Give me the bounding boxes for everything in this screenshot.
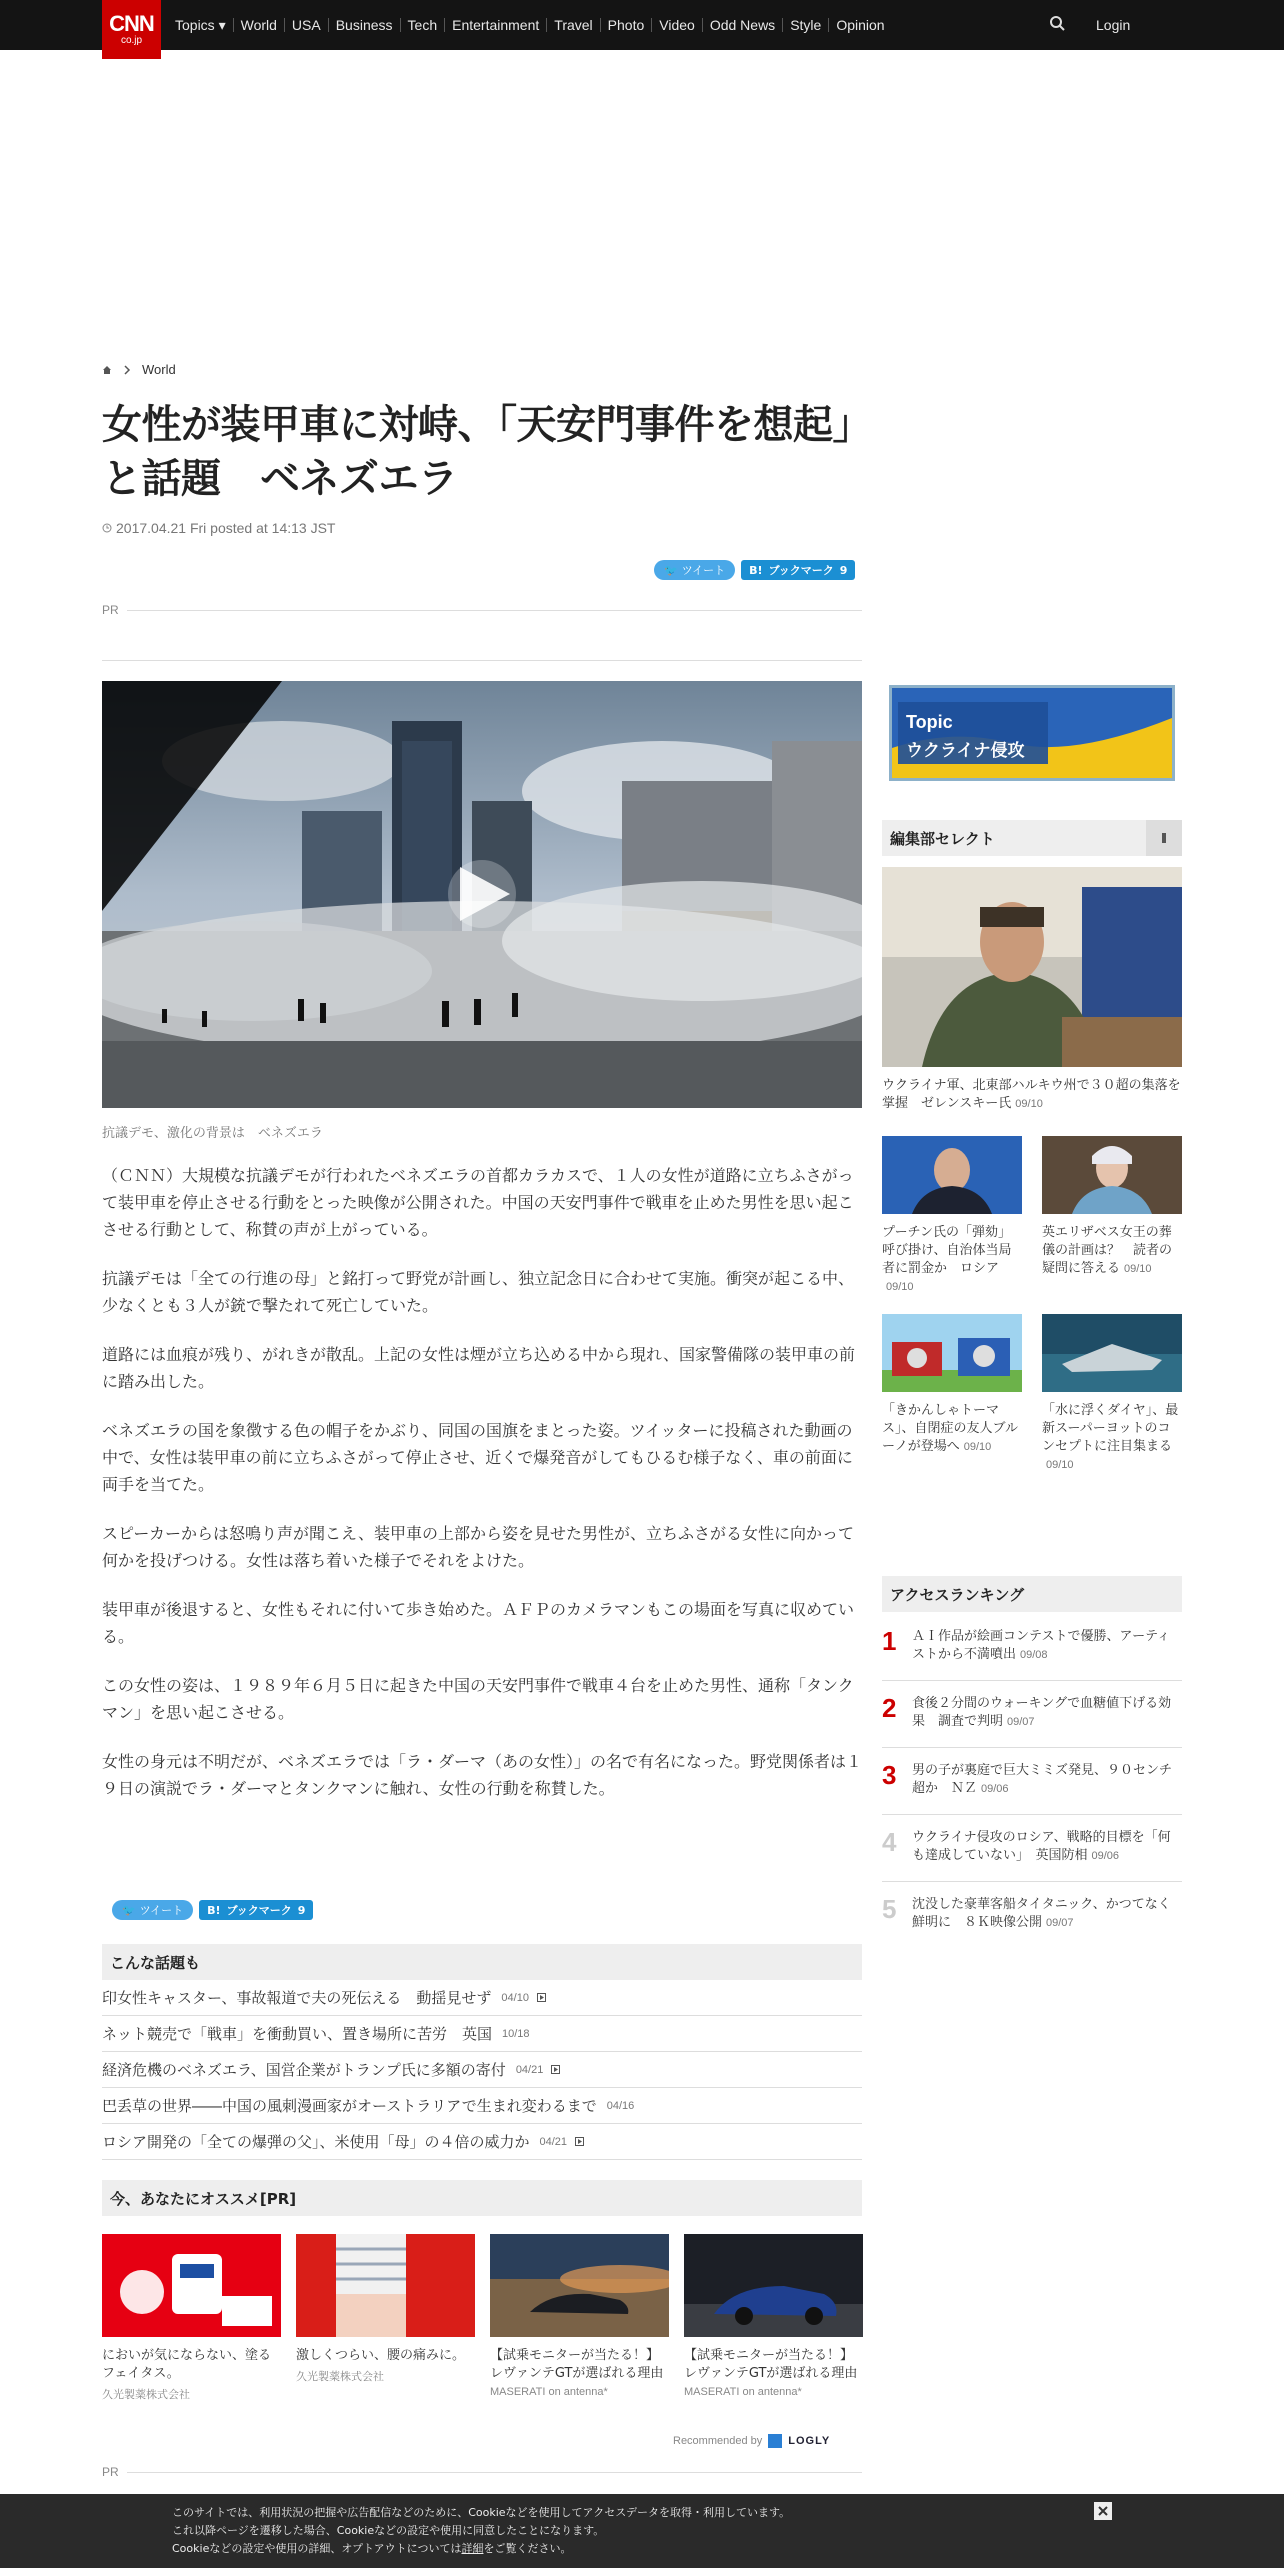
pick-image-thomas — [882, 1314, 1022, 1392]
recommend-item[interactable] — [102, 2234, 281, 2402]
cookie-close-button[interactable] — [1094, 2502, 1112, 2520]
related-item[interactable] — [102, 2124, 862, 2160]
chevron-right-icon — [122, 365, 132, 375]
recommend-item[interactable] — [296, 2234, 475, 2402]
ranking-heading: アクセスランキング — [882, 1576, 1182, 1612]
paragraph: 装甲車が後退すると、女性もそれに付いて歩き始めた。ＡＦＰのカメラマンもこの場面を写真に収めている。 — [102, 1600, 855, 1646]
share-buttons-bottom — [112, 1900, 313, 1920]
video-icon — [551, 2065, 560, 2074]
paragraph: 抗議デモは「全ての行進の母」と銘打って野党が計画し、独立記念日に合わせて実施。衝突が起こる中、少なくとも３人が銃で撃たれて死亡していた。 — [102, 1269, 855, 1315]
pick-title: 「水に浮くダイヤ」、最新スーパーヨットのコンセプトに注目集まる — [1042, 1403, 1179, 1454]
nav-business[interactable]: Business — [328, 18, 400, 32]
recommend-source: 久光製薬株式会社 — [102, 2389, 190, 2401]
pick-date: 09/10 — [963, 1441, 992, 1453]
rank-title: ウクライナ侵攻のロシア、戦略的目標を「何も達成していない」 英国防相 — [912, 1830, 1171, 1863]
hatena-bookmark-button[interactable] — [199, 1900, 313, 1920]
related-list — [102, 1980, 862, 2160]
related-date: 10/18 — [502, 2027, 530, 2040]
ad-thumbnail-maserati-1 — [490, 2234, 669, 2337]
rank-title: 男の子が裏庭で巨大ミミズ発見、９０センチ超か ＮＺ — [912, 1763, 1173, 1796]
paragraph: ベネズエラの国を象徴する色の帽子をかぶり、同国の国旗をまとった姿。ツイッターに投稿された動画の中で、女性は装甲車の前に立ちふさがって停止させ、近くで爆発音がしてもひるむ様子なく、車の前面に両手を当てた。 — [102, 1421, 853, 1494]
hatena-icon: B! — [749, 563, 763, 577]
rank-number: 5 — [882, 1894, 897, 1924]
home-icon[interactable] — [102, 365, 112, 375]
nav-usa[interactable]: USA — [284, 18, 328, 32]
pick-image-zelensky — [882, 867, 1182, 1067]
rank-date: 09/07 — [1046, 1917, 1074, 1929]
rank-title: ＡＩ作品が絵画コンテストで優勝、アーティストから不満噴出 — [912, 1629, 1171, 1662]
editor-pick-item[interactable] — [882, 1136, 1022, 1296]
pick-image-queen — [1042, 1136, 1182, 1214]
login-link[interactable]: Login — [1096, 17, 1131, 33]
image-caption: 抗議デモ、激化の背景は ベネズエラ — [102, 1126, 323, 1141]
ranking-item[interactable] — [882, 1681, 1182, 1748]
close-icon — [1097, 2505, 1109, 2517]
rank-number: 1 — [882, 1626, 897, 1656]
related-title: ネット競売で「戦車」を衝動買い、置き場所に苦労 英国 — [102, 2025, 493, 2043]
tweet-button[interactable] — [112, 1900, 193, 1920]
recommend-source: MASERATI on antenna* — [490, 2386, 608, 2398]
ranking-item[interactable] — [882, 1614, 1182, 1681]
logo-sub: co.jp — [120, 35, 143, 46]
pick-date: 09/10 — [1046, 1459, 1074, 1471]
logly-logo: LOGLY — [788, 2435, 831, 2447]
rank-date: 09/06 — [1091, 1850, 1120, 1862]
nav-odd-news[interactable]: Odd News — [702, 18, 782, 32]
nav-topics[interactable] — [168, 18, 233, 32]
hatena-icon: B! — [207, 1903, 221, 1917]
ranking-item[interactable] — [882, 1882, 1182, 1949]
related-title: 経済危機のベネズエラ、国営企業がトランプ氏に多額の寄付 — [102, 2061, 506, 2079]
article-title: 女性が装甲車に対峙、「天安門事件を想起」と話題 ベネズエラ — [102, 402, 872, 502]
editor-picks-title: 編集部セレクト — [890, 829, 995, 848]
main-nav — [168, 0, 892, 50]
related-item[interactable] — [102, 2088, 862, 2124]
editor-pick-item[interactable] — [1042, 1314, 1182, 1474]
related-title: 巴丢草の世界――中国の風刺漫画家がオーストラリアで生まれ変わるまで — [102, 2097, 597, 2115]
paragraph: 女性の身元は不明だが、ベネズエラでは「ラ・ダーマ（あの女性）」の名で有名になった。野党関係者は１９日の演説でラ・ダーマとタンクマンに触れ、女性の行動を称賛した。 — [102, 1752, 863, 1798]
paragraph: スピーカーからは怒鳴り声が聞こえ、装甲車の上部から姿を見せた男性が、立ちふさがる女性に向かって何かを投げつける。女性は落ち着いた様子でそれをよけた。 — [102, 1524, 855, 1570]
related-date: 04/21 — [539, 2135, 568, 2148]
search-icon[interactable] — [1048, 14, 1068, 34]
recommended-by[interactable] — [673, 2434, 830, 2448]
breadcrumb — [102, 362, 176, 377]
nav-opinion[interactable]: Opinion — [828, 18, 891, 32]
rank-date: 09/06 — [981, 1783, 1009, 1795]
logly-icon — [768, 2434, 782, 2448]
nav-tech[interactable]: Tech — [400, 18, 445, 32]
twitter-icon: 🐦 — [664, 563, 678, 577]
nav-world[interactable]: World — [233, 18, 284, 32]
recommend-source: 久光製薬株式会社 — [296, 2371, 384, 2383]
hatena-label: ブックマーク — [768, 564, 834, 577]
hatena-bookmark-button[interactable] — [741, 560, 855, 580]
pr-label: PR — [102, 603, 119, 617]
rank-title: 食後２分間のウォーキングで血糖値下げる効果 調査で判明 — [912, 1696, 1172, 1729]
recommend-item[interactable] — [684, 2234, 863, 2402]
picks-toggle[interactable] — [1146, 820, 1182, 856]
pr-divider-top — [102, 603, 862, 617]
nav-travel[interactable]: Travel — [546, 18, 599, 32]
pick-date: 09/10 — [886, 1281, 914, 1293]
recommend-title: 【試乗モニターが当たる！】レヴァンテGTが選ばれる理由 — [490, 2348, 664, 2381]
pick-date: 09/10 — [1015, 1098, 1043, 1110]
article-date-text: 2017.04.21 Fri posted at 14:13 JST — [116, 520, 336, 536]
top-nav-bar — [0, 0, 1284, 50]
article-date — [102, 520, 335, 536]
related-date: 04/21 — [515, 2063, 544, 2076]
topic-title: ウクライナ侵攻 — [906, 741, 1025, 761]
topic-banner-image — [892, 688, 1172, 778]
video-thumbnail[interactable] — [102, 681, 862, 1108]
recommend-item[interactable] — [490, 2234, 669, 2402]
rank-date: 09/08 — [1020, 1649, 1048, 1661]
pick-image-putin — [882, 1136, 1022, 1214]
recommend-grid — [102, 2234, 862, 2402]
hatena-count: 9 — [839, 563, 848, 577]
cookie-line-3-post: をご覧ください。 — [483, 2542, 572, 2555]
rank-number: 3 — [882, 1760, 897, 1790]
clock-icon — [102, 523, 112, 533]
cookie-details-link[interactable]: 詳細 — [461, 2542, 484, 2555]
cookie-banner — [0, 2494, 1284, 2568]
rank-title: 沈没した豪華客船タイタニック、かつてなく鮮明に ８Ｋ映像公開 — [912, 1897, 1171, 1930]
cookie-line-1: このサイトでは、利用状況の把握や広告配信などのために、Cookieなどを使用してアクセスデータを取得・利用しています。 — [172, 2506, 791, 2519]
pick-title: プーチン氏の「弾劾」呼び掛け、自治体当局者に罰金か ロシア — [882, 1225, 1012, 1276]
pick-title: 英エリザベス女王の葬儀の計画は？ 読者の疑問に答える — [1042, 1225, 1173, 1276]
rank-date: 09/07 — [1007, 1716, 1035, 1728]
cnn-logo[interactable] — [102, 0, 161, 59]
editor-pick-item[interactable] — [882, 1314, 1022, 1456]
related-title: 印女性キャスター、事故報道で夫の死伝える 動揺見せず — [102, 1989, 492, 2007]
recommended-by-label: Recommended by — [673, 2435, 763, 2447]
nav-entertainment[interactable]: Entertainment — [444, 18, 546, 32]
editor-pick-item[interactable] — [1042, 1136, 1182, 1278]
share-buttons-top — [654, 560, 855, 580]
video-icon — [537, 1993, 546, 2002]
tweet-label: ツイート — [681, 564, 726, 577]
article-body — [102, 1162, 862, 1824]
video-icon — [575, 2137, 584, 2146]
editor-picks-heading — [882, 820, 1182, 856]
related-date: 04/16 — [606, 2099, 635, 2112]
related-title: ロシア開発の「全ての爆弾の父」、米使用「母」の４倍の威力か — [102, 2133, 530, 2151]
pick-date: 09/10 — [1124, 1263, 1152, 1275]
related-item[interactable] — [102, 1980, 862, 2016]
cookie-text — [172, 2504, 790, 2558]
rank-number: 2 — [882, 1693, 897, 1723]
editor-pick-item[interactable] — [882, 867, 1182, 1113]
nav-photo[interactable]: Photo — [600, 18, 652, 32]
related-date: 04/10 — [501, 1991, 529, 2004]
paragraph: （ＣＮＮ）大規模な抗議デモが行われたベネズエラの首都カラカスで、１人の女性が道路に立ちふさがって装甲車を停止させる行動をとった映像が公開された。中国の天安門事件で戦車を止めた男性を思い起こさせる行動として、称賛の声が上がっている。 — [102, 1166, 854, 1239]
ad-thumbnail-maserati-2 — [684, 2234, 863, 2337]
pr-divider-bottom — [102, 2465, 862, 2479]
divider — [102, 660, 862, 661]
twitter-icon: 🐦 — [122, 1903, 136, 1917]
ad-thumbnail-back-pain — [296, 2234, 475, 2337]
recommend-title: 【試乗モニターが当たる！】レヴァンテGTが選ばれる理由 — [684, 2348, 858, 2381]
rank-number: 4 — [882, 1827, 897, 1857]
nav-style[interactable]: Style — [782, 18, 828, 32]
nav-video[interactable]: Video — [651, 18, 702, 32]
tweet-label: ツイート — [139, 1904, 184, 1917]
protest-photo — [102, 681, 862, 1108]
paragraph: 道路には血痕が残り、がれきが散乱。上記の女性は煙が立ち込める中から現れ、国家警備隊の装甲車の前に踏み出した。 — [102, 1345, 855, 1391]
hatena-label: ブックマーク — [226, 1904, 292, 1917]
recommend-title: 激しくつらい、腰の痛みに。 — [296, 2348, 466, 2363]
ranking-item[interactable] — [882, 1815, 1182, 1882]
pick-title: 「きかんしゃトーマス」、自閉症の友人ブルーノが登場へ — [882, 1403, 1018, 1454]
chevron-down-icon: ▾ — [218, 17, 226, 33]
tweet-button[interactable] — [654, 560, 735, 580]
related-item[interactable] — [102, 2052, 862, 2088]
nav-topics-label: Topics — [175, 17, 215, 33]
related-item[interactable] — [102, 2016, 862, 2052]
recommend-heading: 今、あなたにオススメ[PR] — [102, 2180, 862, 2216]
ranking-item[interactable] — [882, 1748, 1182, 1815]
cookie-line-3-pre: Cookieなどの設定や使用の詳細、オプトアウトについては — [172, 2542, 462, 2555]
pick-title: ウクライナ軍、北東部ハルキウ州で３０超の集落を掌握 ゼレンスキー氏 — [882, 1078, 1181, 1111]
expand-icon — [1158, 832, 1170, 844]
topic-label: Topic — [906, 712, 953, 732]
ranking-list — [882, 1614, 1182, 1949]
pick-image-yacht — [1042, 1314, 1182, 1392]
breadcrumb-world[interactable]: World — [142, 362, 176, 377]
topic-banner[interactable] — [889, 685, 1175, 781]
hatena-count: 9 — [297, 1903, 306, 1917]
recommend-source: MASERATI on antenna* — [684, 2386, 802, 2398]
logo-main: CNN — [109, 11, 154, 36]
cookie-line-2: これ以降ページを遷移した場合、Cookieなどの設定や使用に同意したことになります。 — [172, 2524, 605, 2537]
ad-thumbnail-faitas — [102, 2234, 281, 2337]
cookie-line-3 — [172, 2540, 790, 2558]
pr-label: PR — [102, 2465, 119, 2479]
related-heading: こんな話題も — [102, 1944, 862, 1980]
recommend-title: においが気にならない、塗るフェイタス。 — [102, 2348, 272, 2381]
paragraph: この女性の姿は、１９８９年６月５日に起きた中国の天安門事件で戦車４台を止めた男性、通称「タンクマン」を思い起こさせる。 — [102, 1676, 854, 1722]
